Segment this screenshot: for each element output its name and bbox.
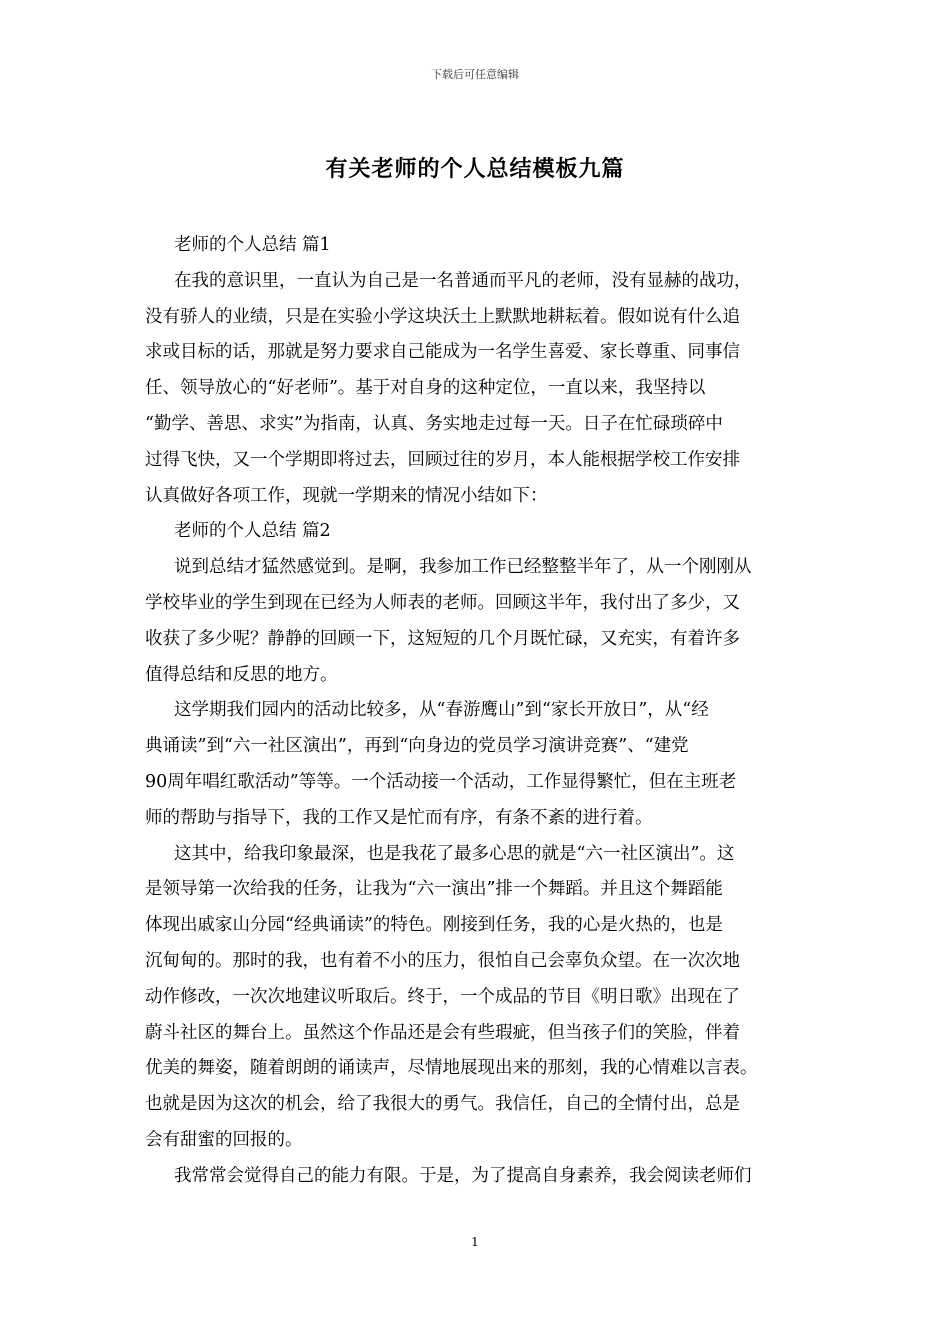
text-line: 这其中，给我印象最深，也是我花了最多心思的就是“六一社区演出”。这 (174, 843, 735, 864)
text-line: 收获了多少呢？静静的回顾一下，这短短的几个月既忙碌，又充实，有着许多 (145, 628, 740, 649)
text-line: 蔚斗社区的舞台上。虽然这个作品还是会有些瑕疵，但当孩子们的笑脸，伴着 (145, 1022, 740, 1043)
text-line: 求或目标的话，那就是努力要求自己能成为一名学生喜爱、家长尊重、同事信 (145, 342, 740, 363)
text-line: 我常常会觉得自己的能力有限。于是，为了提高自身素养，我会阅读老师们 (174, 1165, 752, 1186)
text-line: 这学期我们园内的活动比较多，从“春游鹰山”到“家长开放日”，从“经 (174, 700, 709, 721)
text-line: 体现出戚家山分园“经典诵读”的特色。刚接到任务，我的心是火热的，也是 (145, 915, 723, 936)
text-line: 任、领导放心的“好老师”。基于对自身的这种定位，一直以来，我坚持以 (145, 378, 706, 399)
document-title: 有关老师的个人总结模板九篇 (325, 157, 625, 182)
text-line: 90周年唱红歌活动”等等。一个活动接一个活动，工作显得繁忙，但在主班老 (145, 771, 737, 792)
text-line: 会有甜蜜的回报的。 (145, 1129, 303, 1150)
text-line: 过得飞快，又一个学期即将过去，回顾过往的岁月，本人能根据学校工作安排 (145, 449, 740, 470)
text-line: 在我的意识里，一直认为自己是一名普通而平凡的老师，没有显赫的战功， (174, 270, 752, 291)
text-line: 也就是因为这次的机会，给了我很大的勇气。我信任，自己的全情付出，总是 (145, 1094, 740, 1115)
text-line: 老师的个人总结 篇1 (174, 235, 331, 255)
text-line: 动作修改，一次次地建议听取后。终于，一个成品的节目《明日歌》出现在了 (145, 986, 740, 1007)
page-header: 下载后可任意编辑 (431, 68, 519, 81)
text-line: 是领导第一次给我的任务，让我为“六一演出”排一个舞蹈。并且这个舞蹈能 (145, 879, 723, 900)
text-line: 沉甸甸的。那时的我，也有着不小的压力，很怕自己会辜负众望。在一次次地 (145, 950, 740, 971)
document-body (145, 228, 809, 1195)
text-line: 没有骄人的业绩，只是在实验小学这块沃土上默默地耕耘着。假如说有什么追 (145, 306, 740, 327)
text-line: 师的帮助与指导下，我的工作又是忙而有序，有条不紊的进行着。 (145, 807, 653, 828)
text-line: 认真做好各项工作，现就一学期来的情况小结如下： (145, 485, 548, 506)
text-line: 学校毕业的学生到现在已经为人师表的老师。回顾这半年，我付出了多少，又 (145, 592, 740, 613)
text-line: “勤学、善思、求实”为指南，认真、务实地走过每一天。日子在忙碌琐碎中 (145, 413, 723, 434)
text-line: 说到总结才猛然感觉到。是啊，我参加工作已经整整半年了，从一个刚刚从 (174, 557, 752, 578)
text-line: 老师的个人总结 篇2 (174, 521, 331, 542)
page-number: 1 (471, 1235, 479, 1249)
text-line: 值得总结和反思的地方。 (145, 664, 338, 685)
text-line: 典诵读”到“六一社区演出”，再到“向身边的党员学习演讲竞赛”、“建党 (145, 736, 689, 757)
text-line: 优美的舞姿，随着朗朗的诵读声，尽情地展现出来的那刻，我的心情难以言表。 (145, 1058, 758, 1079)
